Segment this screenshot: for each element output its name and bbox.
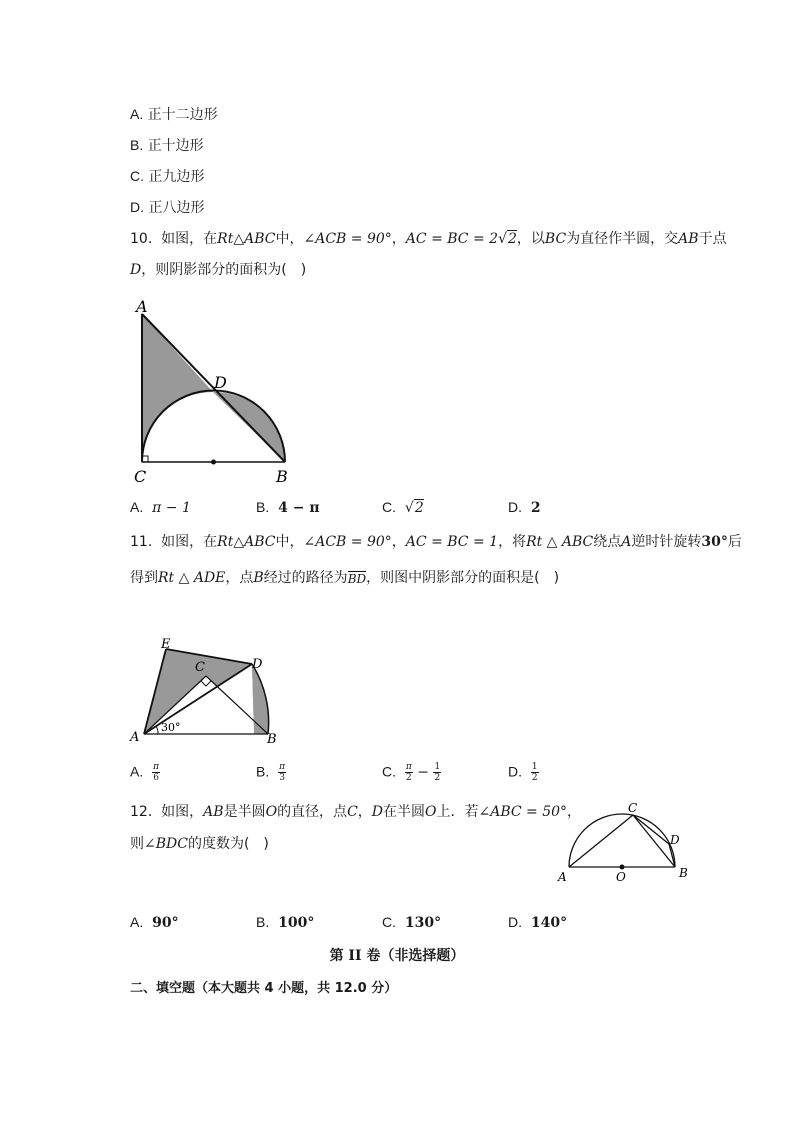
q10-option-a: A. π − 1 — [130, 499, 191, 516]
q10-label-a: A — [136, 297, 148, 316]
q11-label-b: B — [267, 732, 277, 747]
q9-option-c-text: 正九边形 — [148, 169, 205, 185]
q12-option-a: A. 90° — [130, 914, 179, 931]
q12-label-o: O — [616, 870, 626, 884]
q12-label-c: C — [628, 801, 638, 815]
q11-label-a: A — [130, 730, 140, 745]
q10-label-d: D — [214, 373, 227, 392]
q12-option-d: D. 140° — [508, 914, 568, 931]
q9-option-d: D. 正八边形 — [130, 199, 205, 216]
q11-label-c: C — [195, 660, 205, 675]
q9-option-c: C. 正九边形 — [130, 168, 205, 185]
q10-label-b: B — [276, 467, 288, 486]
q10-stem-line1: 10. 如图，在Rt△ABC中，∠ACB = 90°，AC = BC = 2√2，以BC为直径作半圆，交AB于点 — [130, 231, 727, 247]
q9-option-a: A. 正十二边形 — [130, 106, 218, 123]
q11-label-d: D — [252, 657, 263, 672]
q11-stem-line1: 11. 如图，在Rt△ABC中，∠ACB = 90°，AC = BC = 1，将Rt △ ABC绕点A逆时针旋转30°后 — [130, 534, 742, 550]
q10-option-c: C. √2 — [382, 499, 424, 516]
q12-label-b: B — [679, 866, 688, 880]
q12-option-c: C. 130° — [382, 914, 442, 931]
q12-label-a: A — [558, 870, 567, 884]
q10-option-d: D. 2 — [508, 499, 541, 516]
q11-option-d: D. $\frac{1}{2}$ — [508, 762, 538, 783]
q11-option-a: A. $\frac{\pi}{6}$ — [130, 762, 160, 783]
q11-option-c: C. $\frac{\pi}{2}$ − $\frac{1}{2}$ — [382, 762, 441, 783]
q10-option-b: B. 4 − π — [256, 499, 320, 516]
q11-label-e: E — [161, 637, 171, 652]
q10-label-c: C — [134, 467, 147, 486]
q10-stem-line2: D，则阴影部分的面积为( ) — [130, 262, 307, 278]
q9-option-b-text: 正十边形 — [147, 138, 204, 154]
q11-label-angle: 30° — [161, 721, 181, 734]
section2-title: 第 II 卷（非选择题） — [329, 948, 465, 964]
q12-option-b: B. 100° — [256, 914, 315, 931]
q10-figure — [128, 296, 298, 486]
q9-option-a-text: 正十二边形 — [147, 107, 218, 123]
q12-stem-line2: 则∠BDC的度数为( ) — [130, 836, 269, 852]
q9-option-b: B. 正十边形 — [130, 137, 204, 154]
q11-stem-line2: 得到Rt △ ADE，点B经过的路径为BD，则图中阴影部分的面积是( ) — [130, 570, 560, 586]
q11-arc-bd: BD — [347, 572, 367, 586]
q12-stem-line1: 12. 如图，AB是半圆O的直径，点C，D在半圆O上．若∠ABC = 50°， — [130, 804, 582, 820]
q11-figure — [128, 630, 278, 748]
part2-heading: 二、填空题（本大题共 4 小题，共 12.0 分） — [130, 981, 398, 996]
q9-option-d-text: 正八边形 — [148, 200, 205, 216]
q11-option-b: B. $\frac{\pi}{3}$ — [256, 762, 286, 783]
q12-label-d: D — [670, 833, 680, 847]
q12-figure — [556, 800, 694, 886]
